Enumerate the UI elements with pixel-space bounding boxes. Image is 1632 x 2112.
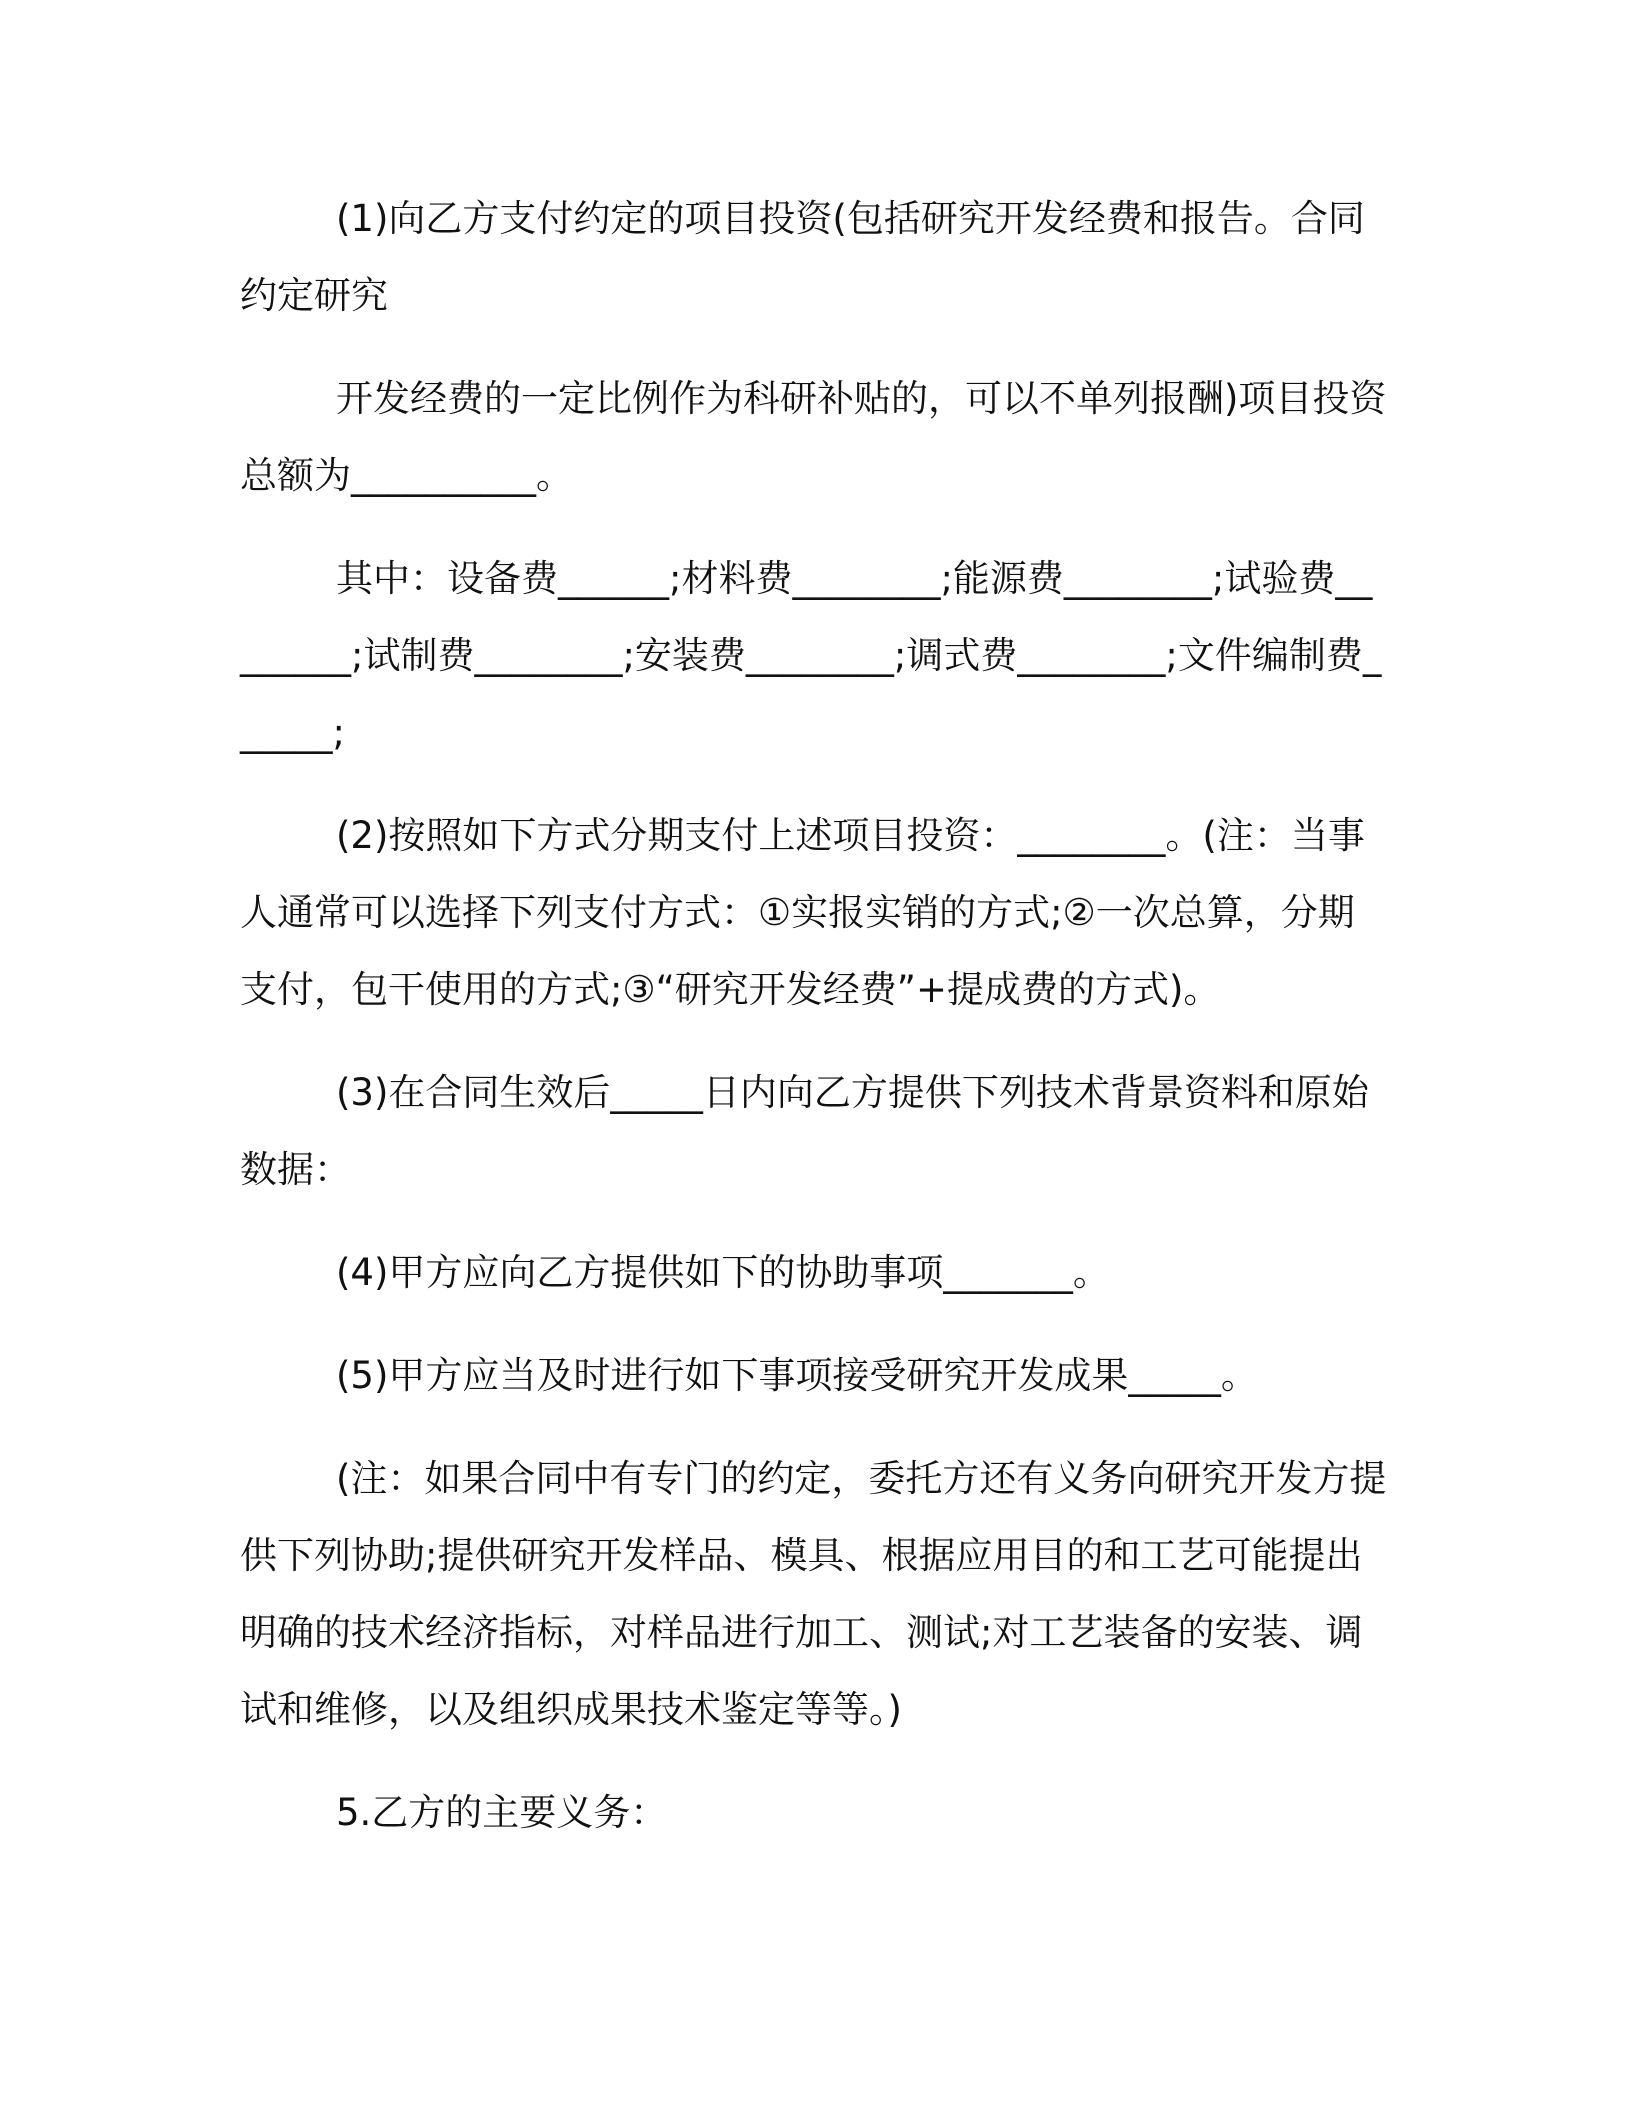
paragraph-1-payment-investment: (1)向乙方支付约定的项目投资(包括研究开发经费和报告。合同约定研究: [240, 197, 1365, 317]
paragraph-7-acceptance: (5)甲方应当及时进行如下事项接受研究开发成果_____。: [336, 1354, 1258, 1397]
paragraph-9-party-b-obligations: 5.乙方的主要义务：: [336, 1791, 668, 1834]
document-body: [240, 180, 1390, 1851]
paragraph-6-assistance: (4)甲方应向乙方提供如下的协助事项_______。: [336, 1251, 1110, 1294]
paragraph-4-installment-payment: (2)按照如下方式分期支付上述项目投资：________。(注：当事人通常可以选择下列支付方式：①实报实销的方式;②一次总算，分期支付，包干使用的方式;③“研究开发经费”+提成费的方式)。: [240, 814, 1365, 1011]
paragraph-5-technical-data: (3)在合同生效后_____日内向乙方提供下列技术背景资料和原始数据：: [240, 1071, 1369, 1191]
paragraph-8-note: (注：如果合同中有专门的约定，委托方还有义务向研究开发方提供下列协助;提供研究开发样品、模具、根据应用目的和工艺可能提出明确的技术经济指标，对样品进行加工、测试;对工艺装备的安装、调试和维修，以及组织成果技术鉴定等等。): [240, 1457, 1387, 1731]
paragraph-3-cost-breakdown: 其中：设备费______;材料费________;能源费________;试验费________;试制费________;安装费________;调式费________;文件编制费______;: [240, 557, 1382, 754]
paragraph-2-total-investment: 开发经费的一定比例作为科研补贴的，可以不单列报酬)项目投资总额为__________。: [240, 377, 1387, 497]
